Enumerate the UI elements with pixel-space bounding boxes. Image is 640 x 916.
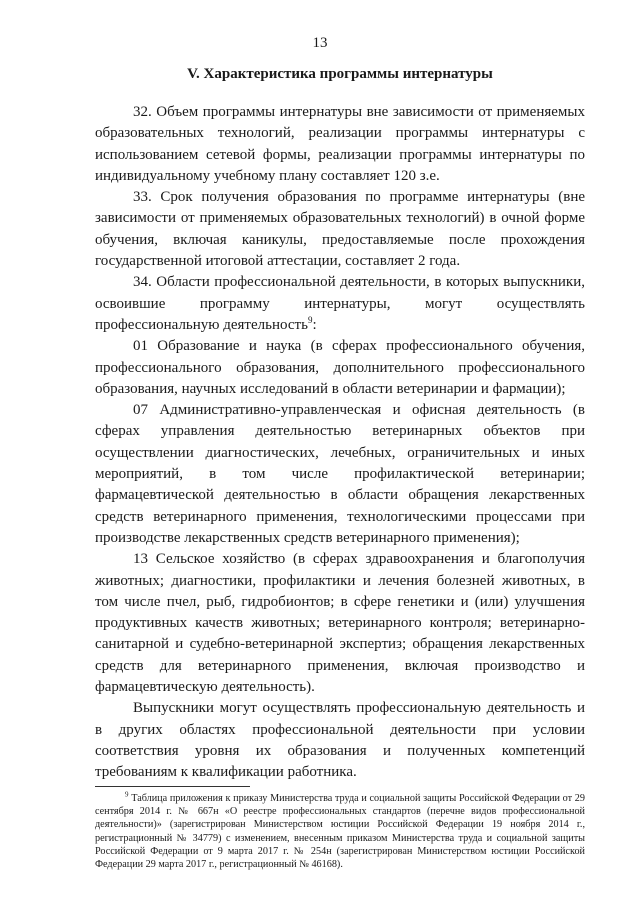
area-01-education: 01 Образование и наука (в сферах профессионального обучения, профессионального образования, дополнительного профессионального образования, научных исследований в области ветеринарии и фармации); [95,338,585,397]
page-number: 13 [312,35,328,51]
area-13-agriculture: 13 Сельское хозяйство (в сферах здравоохранения и благополучия животных; диагностики, профилактики и лечения болезней животных, в том числе пчел, рыб, гидробионтов; в сфере генетики и (или) улучшения продуктивных качеств животных; ветеринарного контроля; ветеринарно-санитарной и судебно-ветеринарной экспертиз; обращения лекарственных средств для ветеринарного применения, включая производство и фармацевтическую деятельность). [95,551,585,696]
area-07-administration: 07 Административно-управленческая и офисная деятельность (в сферах управления деятельностью ветеринарных объектов при осуществлении диагностических, лечебных, ограничительных и иных мероприятий, в том числе профилактической ветеринарии; фармацевтической деятельностью в области обращения лекарственных средств ветеринарного применения, технологическими процессами при производстве лекарственных средств ветеринарного применения); [95,402,585,546]
footnote-divider [95,786,250,787]
paragraph-32: 32. Объем программы интернатуры вне зависимости от применяемых образовательных технологий, реализации программы интернатуры с использованием сетевой формы, реализации программы интернатуры по индивидуальному учебному плану составляет 120 з.е. [95,104,585,184]
footnote-marker: 9 [125,790,129,799]
paragraph-34-end: : [312,316,317,333]
section-heading: V. Характеристика программы интернатуры [187,66,493,82]
paragraph-33: 33. Срок получения образования по программе интернатуры (вне зависимости от применяемых образовательных технологий) в очной форме обучения, включая каникулы, предоставляемые после прохождения государственной итоговой аттестации, составляет 2 года. [95,189,585,270]
footnote-text: Таблица приложения к приказу Министерства труда и социальной защиты Российской Федерации от 29 сентября 2014 г. № 667н «О реестре профессиональных стандартов (перечне видов профессиональной деятельности)» (зарегистрирован Министерством юстиции Российской Федерации 19 ноября 2014 г., регистрационный № 34779) с изменением, внесенным приказом Министерства труда и социальной защиты Российской Федерации от 9 марта 2017 г. № 254н (зарегистрирован Министерством юстиции Российской Федерации 29 марта 2017 г., регистрационный № 46168). [95,793,585,871]
body-text [95,102,585,784]
paragraph-graduates: Выпускники могут осуществлять профессиональную деятельность и в других областях профессиональной деятельности при условии соответствия уровня их образования и полученных компетенций требованиям к квалификации работника. [95,700,585,781]
paragraph-34 [95,272,585,336]
footnote [95,792,585,871]
footnote-reference: 9 [307,314,313,325]
paragraph-34-text: 34. Области профессиональной деятельности, в которых выпускники, освоившие программу интернатуры, могут осуществлять профессиональную деятельность [95,274,585,333]
